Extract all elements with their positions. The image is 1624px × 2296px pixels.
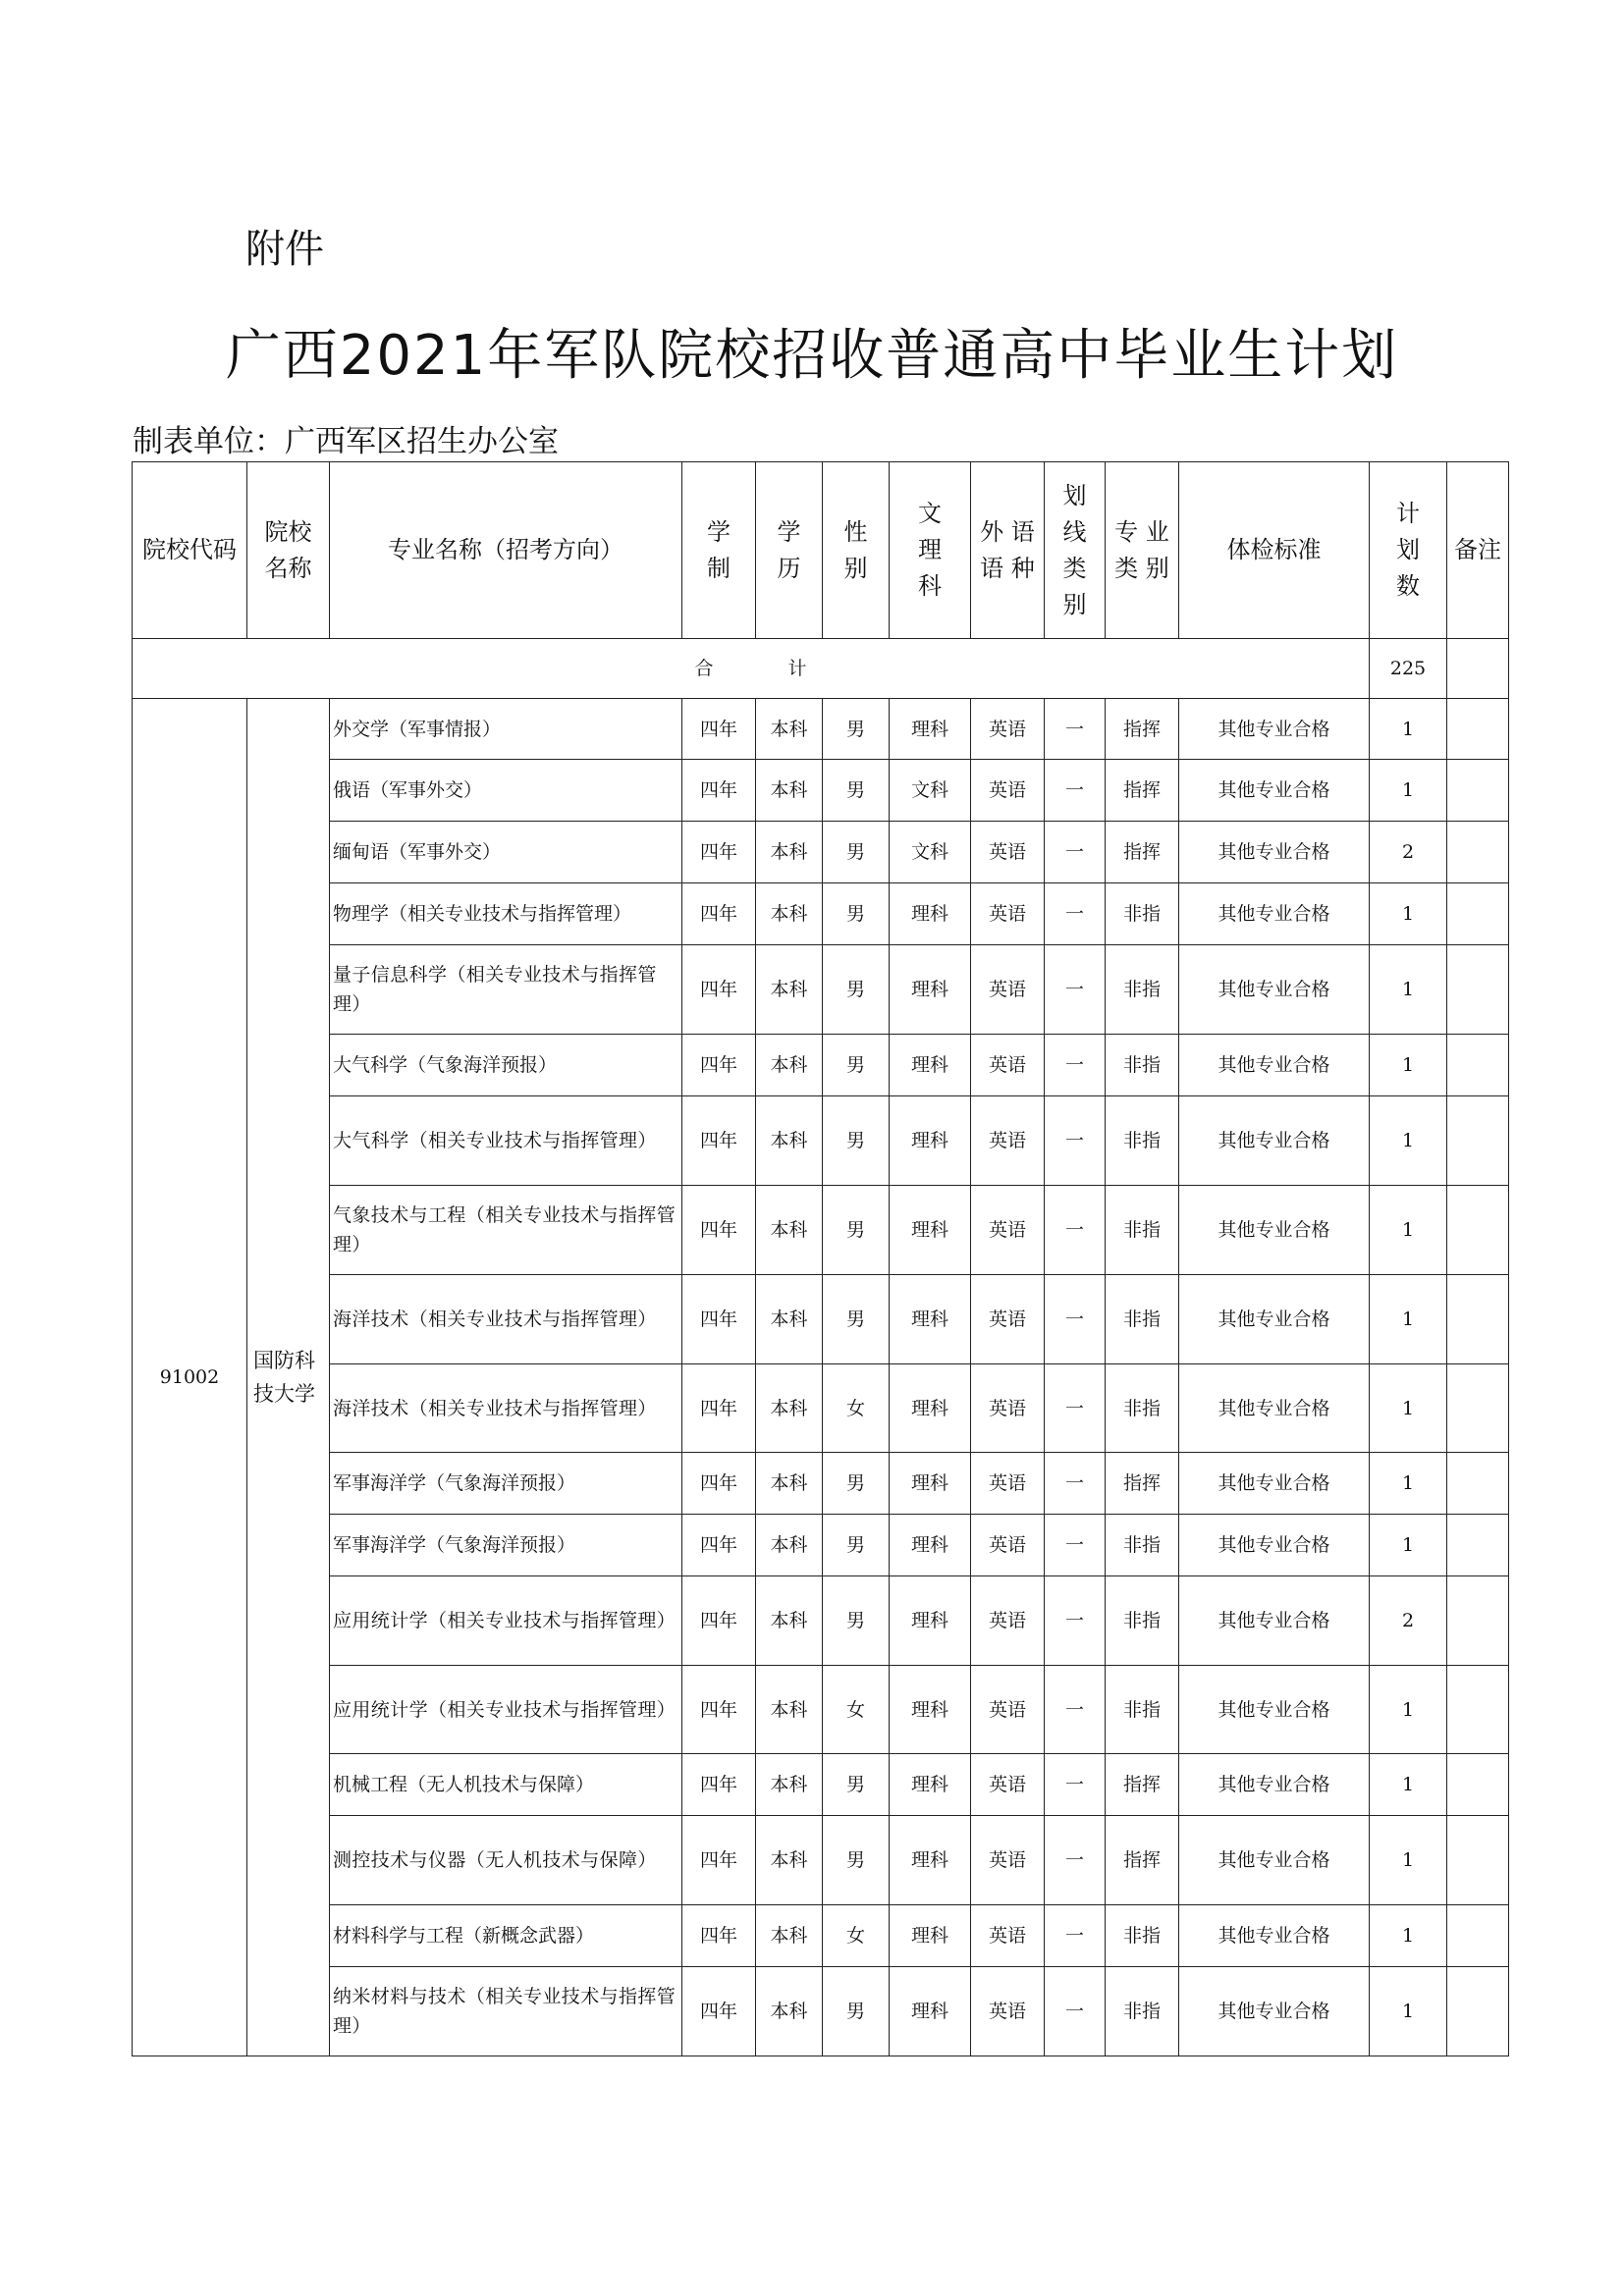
table-row [133,1666,1509,1754]
track-cell: 理科 [890,945,971,1035]
track-cell: 理科 [890,1186,971,1275]
note-cell [1447,1096,1509,1186]
col-plan-count-line: 划 [1396,536,1420,563]
physical-cell: 其他专业合格 [1179,822,1370,883]
header-row [133,462,1509,639]
line-cell: 一 [1045,1816,1106,1905]
total-value: 225 [1370,639,1447,699]
category-cell: 非指 [1106,1186,1179,1275]
degree-cell: 本科 [756,1186,823,1275]
total-label-char: 计 [787,658,807,679]
note-cell [1447,1453,1509,1515]
category-cell: 非指 [1106,1364,1179,1453]
total-label [133,639,1370,699]
degree-cell: 本科 [756,1967,823,2056]
language-cell: 英语 [971,1035,1045,1096]
major-cell: 俄语（军事外交） [330,760,682,822]
gender-cell: 男 [823,1967,890,2056]
track-cell: 理科 [890,1905,971,1967]
table-row [133,1816,1509,1905]
col-line-category-line: 划 [1062,481,1087,509]
table-row [133,1576,1509,1666]
table-row [133,1453,1509,1515]
col-line-category [1045,462,1106,639]
note-cell [1447,1816,1509,1905]
physical-cell: 其他专业合格 [1179,1275,1370,1364]
line-cell: 一 [1045,822,1106,883]
col-track-line: 文 [918,500,942,527]
physical-cell: 其他专业合格 [1179,1453,1370,1515]
col-note: 备注 [1447,462,1509,639]
category-cell: 非指 [1106,1035,1179,1096]
col-degree-line: 历 [777,554,801,582]
language-cell: 英语 [971,1275,1045,1364]
physical-cell: 其他专业合格 [1179,1576,1370,1666]
language-cell: 英语 [971,1515,1045,1576]
category-cell: 指挥 [1106,699,1179,760]
plan-cell: 1 [1370,1364,1447,1453]
note-cell [1447,1754,1509,1816]
col-years-line: 学 [707,517,731,546]
degree-cell: 本科 [756,883,823,945]
major-cell: 机械工程（无人机技术与保障） [330,1754,682,1816]
note-cell [1447,883,1509,945]
gender-cell: 男 [823,699,890,760]
line-cell: 一 [1045,1096,1106,1186]
line-cell: 一 [1045,945,1106,1035]
degree-cell: 本科 [756,760,823,822]
physical-cell: 其他专业合格 [1179,699,1370,760]
table-row [133,1754,1509,1816]
gender-cell: 男 [823,1816,890,1905]
col-language-line: 外 语 [980,517,1035,546]
track-cell: 理科 [890,1967,971,2056]
page-title: 广西2021年军队院校招收普通高中毕业生计划 [225,324,1399,388]
track-cell: 理科 [890,1576,971,1666]
school-name-line: 国防科 [253,1349,315,1372]
col-plan-count-line: 计 [1396,500,1420,527]
category-cell: 非指 [1106,945,1179,1035]
physical-cell: 其他专业合格 [1179,1186,1370,1275]
major-cell: 材料科学与工程（新概念武器） [330,1905,682,1967]
plan-cell: 1 [1370,699,1447,760]
plan-cell: 1 [1370,1666,1447,1754]
line-cell: 一 [1045,1364,1106,1453]
language-cell: 英语 [971,1754,1045,1816]
gender-cell: 男 [823,1035,890,1096]
gender-cell: 男 [823,760,890,822]
col-major-category [1106,462,1179,639]
col-gender-line: 性 [843,517,868,546]
col-line-category-line: 别 [1062,590,1087,618]
track-cell: 理科 [890,1275,971,1364]
major-cell: 量子信息科学（相关专业技术与指挥管理） [330,945,682,1035]
major-cell: 纳米材料与技术（相关专业技术与指挥管理） [330,1967,682,2056]
category-cell: 非指 [1106,1096,1179,1186]
language-cell: 英语 [971,1096,1045,1186]
years-cell: 四年 [682,945,756,1035]
table-row [133,1905,1509,1967]
gender-cell: 女 [823,1364,890,1453]
major-cell: 外交学（军事情报） [330,699,682,760]
physical-cell: 其他专业合格 [1179,1035,1370,1096]
major-cell: 军事海洋学（气象海洋预报） [330,1515,682,1576]
plan-cell: 1 [1370,1905,1447,1967]
note-cell [1447,1186,1509,1275]
line-cell: 一 [1045,1275,1106,1364]
category-cell: 指挥 [1106,760,1179,822]
physical-cell: 其他专业合格 [1179,1816,1370,1905]
col-years [682,462,756,639]
years-cell: 四年 [682,1035,756,1096]
col-line-category-line: 类 [1062,554,1087,582]
total-note [1447,639,1509,699]
col-plan-count [1370,462,1447,639]
years-cell: 四年 [682,1816,756,1905]
category-cell: 非指 [1106,1515,1179,1576]
physical-cell: 其他专业合格 [1179,1905,1370,1967]
years-cell: 四年 [682,1275,756,1364]
years-cell: 四年 [682,1096,756,1186]
physical-cell: 其他专业合格 [1179,1515,1370,1576]
gender-cell: 男 [823,822,890,883]
plan-cell: 1 [1370,1754,1447,1816]
table-row [133,1186,1509,1275]
major-cell: 气象技术与工程（相关专业技术与指挥管理） [330,1186,682,1275]
category-cell: 指挥 [1106,1453,1179,1515]
track-cell: 理科 [890,1364,971,1453]
line-cell: 一 [1045,1905,1106,1967]
table-row [133,1364,1509,1453]
degree-cell: 本科 [756,1364,823,1453]
attachment-label: 附件 [245,227,324,272]
plan-cell: 1 [1370,945,1447,1035]
years-cell: 四年 [682,1905,756,1967]
gender-cell: 男 [823,945,890,1035]
gender-cell: 女 [823,1905,890,1967]
col-language-line: 语 种 [980,554,1035,582]
track-cell: 文科 [890,822,971,883]
line-cell: 一 [1045,1515,1106,1576]
total-label-char: 合 [694,658,714,679]
plan-cell: 1 [1370,883,1447,945]
plan-cell: 1 [1370,1096,1447,1186]
col-physical-standard: 体检标准 [1179,462,1370,639]
line-cell: 一 [1045,1035,1106,1096]
years-cell: 四年 [682,1364,756,1453]
line-cell: 一 [1045,1967,1106,2056]
language-cell: 英语 [971,760,1045,822]
col-track [890,462,971,639]
col-line-category-line: 线 [1062,517,1087,546]
physical-cell: 其他专业合格 [1179,1096,1370,1186]
note-cell [1447,699,1509,760]
language-cell: 英语 [971,1453,1045,1515]
table-row [133,1275,1509,1364]
col-school-code: 院校代码 [133,462,247,639]
language-cell: 英语 [971,1186,1045,1275]
note-cell [1447,1967,1509,2056]
gender-cell: 女 [823,1666,890,1754]
language-cell: 英语 [971,945,1045,1035]
table-row [133,945,1509,1035]
major-cell: 应用统计学（相关专业技术与指挥管理） [330,1576,682,1666]
note-cell [1447,1035,1509,1096]
school-name-line: 技大学 [253,1382,315,1406]
years-cell: 四年 [682,699,756,760]
col-track-line: 理 [918,536,942,563]
language-cell: 英语 [971,822,1045,883]
table-row [133,883,1509,945]
years-cell: 四年 [682,883,756,945]
table-row [133,1515,1509,1576]
note-cell [1447,1666,1509,1754]
plan-cell: 1 [1370,1275,1447,1364]
years-cell: 四年 [682,760,756,822]
col-major-category-line: 类 别 [1114,554,1169,582]
total-row [133,639,1509,699]
years-cell: 四年 [682,1515,756,1576]
col-plan-count-line: 数 [1396,572,1420,600]
plan-cell: 1 [1370,1816,1447,1905]
major-cell: 军事海洋学（气象海洋预报） [330,1453,682,1515]
language-cell: 英语 [971,1905,1045,1967]
plan-cell: 1 [1370,1035,1447,1096]
degree-cell: 本科 [756,1515,823,1576]
plan-cell: 1 [1370,1967,1447,2056]
track-cell: 理科 [890,1453,971,1515]
line-cell: 一 [1045,699,1106,760]
degree-cell: 本科 [756,1275,823,1364]
category-cell: 指挥 [1106,822,1179,883]
category-cell: 指挥 [1106,1816,1179,1905]
note-cell [1447,945,1509,1035]
table-row [133,760,1509,822]
track-cell: 文科 [890,760,971,822]
note-cell [1447,1275,1509,1364]
plan-cell: 1 [1370,1186,1447,1275]
category-cell: 非指 [1106,1905,1179,1967]
category-cell: 非指 [1106,1275,1179,1364]
line-cell: 一 [1045,1186,1106,1275]
degree-cell: 本科 [756,945,823,1035]
major-cell: 海洋技术（相关专业技术与指挥管理） [330,1364,682,1453]
note-cell [1447,1576,1509,1666]
major-cell: 大气科学（相关专业技术与指挥管理） [330,1096,682,1186]
enrollment-plan-table [132,461,1509,2056]
degree-cell: 本科 [756,1905,823,1967]
gender-cell: 男 [823,1275,890,1364]
line-cell: 一 [1045,1576,1106,1666]
plan-cell: 2 [1370,1576,1447,1666]
physical-cell: 其他专业合格 [1179,1666,1370,1754]
language-cell: 英语 [971,1666,1045,1754]
table-row [133,1967,1509,2056]
degree-cell: 本科 [756,1035,823,1096]
major-cell: 测控技术与仪器（无人机技术与保障） [330,1816,682,1905]
line-cell: 一 [1045,760,1106,822]
major-cell: 大气科学（气象海洋预报） [330,1035,682,1096]
category-cell: 非指 [1106,1666,1179,1754]
major-cell: 缅甸语（军事外交） [330,822,682,883]
plan-cell: 1 [1370,1453,1447,1515]
table-row [133,699,1509,760]
physical-cell: 其他专业合格 [1179,1364,1370,1453]
note-cell [1447,1364,1509,1453]
physical-cell: 其他专业合格 [1179,883,1370,945]
track-cell: 理科 [890,699,971,760]
years-cell: 四年 [682,1967,756,2056]
degree-cell: 本科 [756,822,823,883]
note-cell [1447,760,1509,822]
col-years-line: 制 [707,554,731,582]
gender-cell: 男 [823,883,890,945]
degree-cell: 本科 [756,1666,823,1754]
col-track-line: 科 [918,572,942,600]
major-cell: 海洋技术（相关专业技术与指挥管理） [330,1275,682,1364]
years-cell: 四年 [682,1666,756,1754]
years-cell: 四年 [682,1453,756,1515]
degree-cell: 本科 [756,1096,823,1186]
degree-cell: 本科 [756,1576,823,1666]
col-major: 专业名称（招考方向） [330,462,682,639]
col-school-name-line: 院校 [264,517,312,546]
gender-cell: 男 [823,1515,890,1576]
col-major-category-line: 专 业 [1114,517,1169,546]
col-degree-line: 学 [777,517,801,546]
track-cell: 理科 [890,1515,971,1576]
physical-cell: 其他专业合格 [1179,1967,1370,2056]
physical-cell: 其他专业合格 [1179,1754,1370,1816]
gender-cell: 男 [823,1754,890,1816]
plan-cell: 1 [1370,760,1447,822]
track-cell: 理科 [890,1035,971,1096]
col-gender [823,462,890,639]
col-school-name-line: 名称 [264,554,312,582]
degree-cell: 本科 [756,699,823,760]
language-cell: 英语 [971,1816,1045,1905]
line-cell: 一 [1045,1453,1106,1515]
category-cell: 非指 [1106,1576,1179,1666]
category-cell: 非指 [1106,883,1179,945]
note-cell [1447,1905,1509,1967]
line-cell: 一 [1045,1754,1106,1816]
line-cell: 一 [1045,1666,1106,1754]
col-gender-line: 别 [843,554,868,582]
track-cell: 理科 [890,1816,971,1905]
physical-cell: 其他专业合格 [1179,760,1370,822]
track-cell: 理科 [890,1666,971,1754]
gender-cell: 男 [823,1186,890,1275]
degree-cell: 本科 [756,1754,823,1816]
physical-cell: 其他专业合格 [1179,945,1370,1035]
major-cell: 应用统计学（相关专业技术与指挥管理） [330,1666,682,1754]
col-school-name [247,462,330,639]
track-cell: 理科 [890,883,971,945]
table-row [133,1096,1509,1186]
language-cell: 英语 [971,1364,1045,1453]
language-cell: 英语 [971,883,1045,945]
major-cell: 物理学（相关专业技术与指挥管理） [330,883,682,945]
col-degree [756,462,823,639]
degree-cell: 本科 [756,1453,823,1515]
degree-cell: 本科 [756,1816,823,1905]
track-cell: 理科 [890,1096,971,1186]
track-cell: 理科 [890,1754,971,1816]
col-language [971,462,1045,639]
language-cell: 英语 [971,699,1045,760]
gender-cell: 男 [823,1576,890,1666]
language-cell: 英语 [971,1576,1045,1666]
line-cell: 一 [1045,883,1106,945]
table-row [133,822,1509,883]
years-cell: 四年 [682,1186,756,1275]
note-cell [1447,822,1509,883]
plan-cell: 1 [1370,1515,1447,1576]
years-cell: 四年 [682,822,756,883]
category-cell: 指挥 [1106,1754,1179,1816]
school-name-cell [247,699,330,2056]
note-cell [1447,1515,1509,1576]
gender-cell: 男 [823,1096,890,1186]
table-row [133,1035,1509,1096]
language-cell: 英语 [971,1967,1045,2056]
plan-cell: 2 [1370,822,1447,883]
issuing-unit: 制表单位：广西军区招生办公室 [133,424,559,459]
years-cell: 四年 [682,1754,756,1816]
years-cell: 四年 [682,1576,756,1666]
school-code-cell: 91002 [133,699,247,2056]
gender-cell: 男 [823,1453,890,1515]
category-cell: 非指 [1106,1967,1179,2056]
